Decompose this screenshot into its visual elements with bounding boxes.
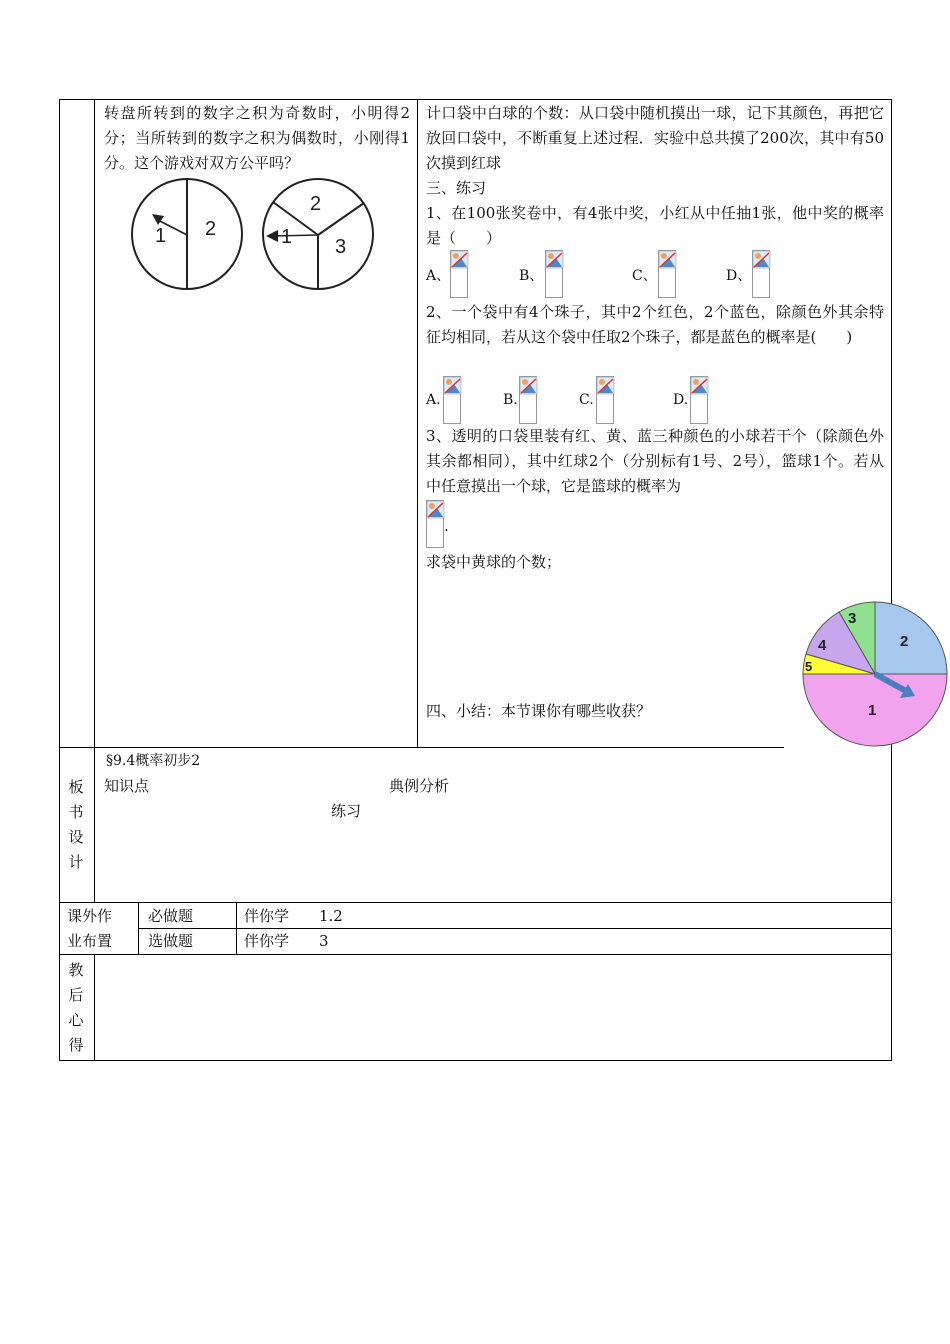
table-border-left [59, 99, 60, 1061]
reflection-label-char-3: 心 [68, 1011, 84, 1029]
homework-label-line-2: 业布置 [67, 932, 113, 950]
spinner1-label-2: 2 [205, 218, 217, 240]
q2-option-b: B. [503, 392, 518, 408]
board-label-char-1: 板 [68, 778, 84, 796]
experiment-intro: 计口袋中白球的个数：从口袋中随机摸出一球，记下其颜色，再把它放回口袋中，不断重复上述过程．实验中总共摸了200次，其中有50次摸到红球 [426, 104, 884, 172]
pie-spinner [800, 598, 950, 748]
q1-option-a-image-icon [450, 250, 468, 298]
pie-label-4: 4 [818, 637, 827, 654]
board-label-char-4: 计 [68, 853, 84, 871]
homework-optional-label: 选做题 [148, 932, 194, 950]
spinner-three-sections [260, 177, 380, 293]
content-column-divider [417, 99, 418, 747]
q2-option-a: A. [426, 392, 441, 408]
question-two: 2、一个袋中有4个珠子，其中2个红色，2个蓝色，除颜色外其余特征均相同，若从这个袋中任取2个珠子，都是蓝色的概率是( ) [426, 303, 884, 346]
q2-option-a-image-icon [443, 376, 461, 424]
row-divider-2 [59, 902, 892, 903]
q1-option-b: B、 [519, 268, 544, 284]
reflection-label-char-1: 教 [68, 961, 84, 979]
homework-type-divider [236, 902, 237, 954]
reflection-label-char-4: 得 [68, 1036, 84, 1054]
q3-ask-yellow-balls: 求袋中黄球的个数； [426, 553, 562, 571]
table-border-bottom [59, 1060, 892, 1061]
q1-option-d-image-icon [752, 250, 770, 298]
homework-optional-value: 伴你学 3 [244, 932, 329, 950]
table-border-top [59, 99, 892, 100]
q2-option-c-image-icon [596, 376, 614, 424]
pie-label-2: 2 [900, 633, 909, 650]
pie-label-1: 1 [868, 702, 877, 719]
pie-sector-2 [875, 602, 947, 674]
board-title: §9.4概率初步2 [106, 753, 201, 769]
spinner-game-question: 转盘所转到的数字之积为奇数时，小明得2分；当所转到的数字之积为偶数时，小刚得1分。这个游戏对双方公平吗？ [104, 104, 410, 172]
homework-required-label: 必做题 [148, 907, 194, 925]
reflection-label-char-2: 后 [68, 986, 84, 1004]
q1-option-d: D、 [726, 268, 752, 284]
q3-answer-image-icon [426, 500, 444, 548]
table-border-right [891, 99, 892, 1061]
q3-period: . [444, 517, 449, 535]
question-one: 1、在100张奖卷中，有4张中奖，小红从中任抽1张，他中奖的概率是（ ） [426, 204, 884, 247]
question-three: 3、透明的口袋里装有红、黄、蓝三种颜色的小球若干个（除颜色外其余都相同），其中红球2个（分别标有1号、2号），篮球1个。若从中任意摸出一个球，它是篮球的概率为 [426, 427, 884, 495]
spinner2-label-2: 2 [310, 193, 322, 215]
row-divider-4 [59, 954, 892, 955]
board-label-char-3: 设 [68, 828, 84, 846]
spinner-two-sections [128, 177, 248, 293]
spinner1-label-1: 1 [155, 225, 167, 247]
q2-option-b-image-icon [519, 376, 537, 424]
homework-label-line-1: 课外作 [67, 907, 113, 925]
spinner2-label-1: 1 [281, 226, 293, 248]
q1-option-c: C、 [632, 268, 657, 284]
homework-label-divider [138, 902, 139, 954]
board-item-examples: 典例分析 [389, 777, 450, 795]
q2-option-c: C. [579, 392, 594, 408]
section-four-summary: 四、小结：本节课你有哪些收获？ [426, 702, 652, 720]
label-column-divider [94, 99, 95, 903]
q2-option-d: D. [673, 392, 689, 408]
q1-option-c-image-icon [658, 250, 676, 298]
spinner2-label-3: 3 [335, 236, 347, 258]
row-divider-1 [59, 747, 784, 748]
pie-label-3: 3 [848, 610, 857, 627]
board-item-knowledge: 知识点 [104, 777, 150, 795]
q1-option-a: A、 [426, 268, 451, 284]
section-three-heading: 三、练习 [426, 179, 487, 197]
pie-label-5: 5 [805, 659, 813, 674]
q2-option-d-image-icon [690, 376, 708, 424]
board-item-practice: 练习 [331, 802, 362, 820]
q1-option-b-image-icon [545, 250, 563, 298]
board-label-char-2: 书 [68, 803, 84, 821]
homework-required-value: 伴你学 1.2 [244, 907, 343, 925]
label-column-divider-lower [94, 955, 95, 1060]
